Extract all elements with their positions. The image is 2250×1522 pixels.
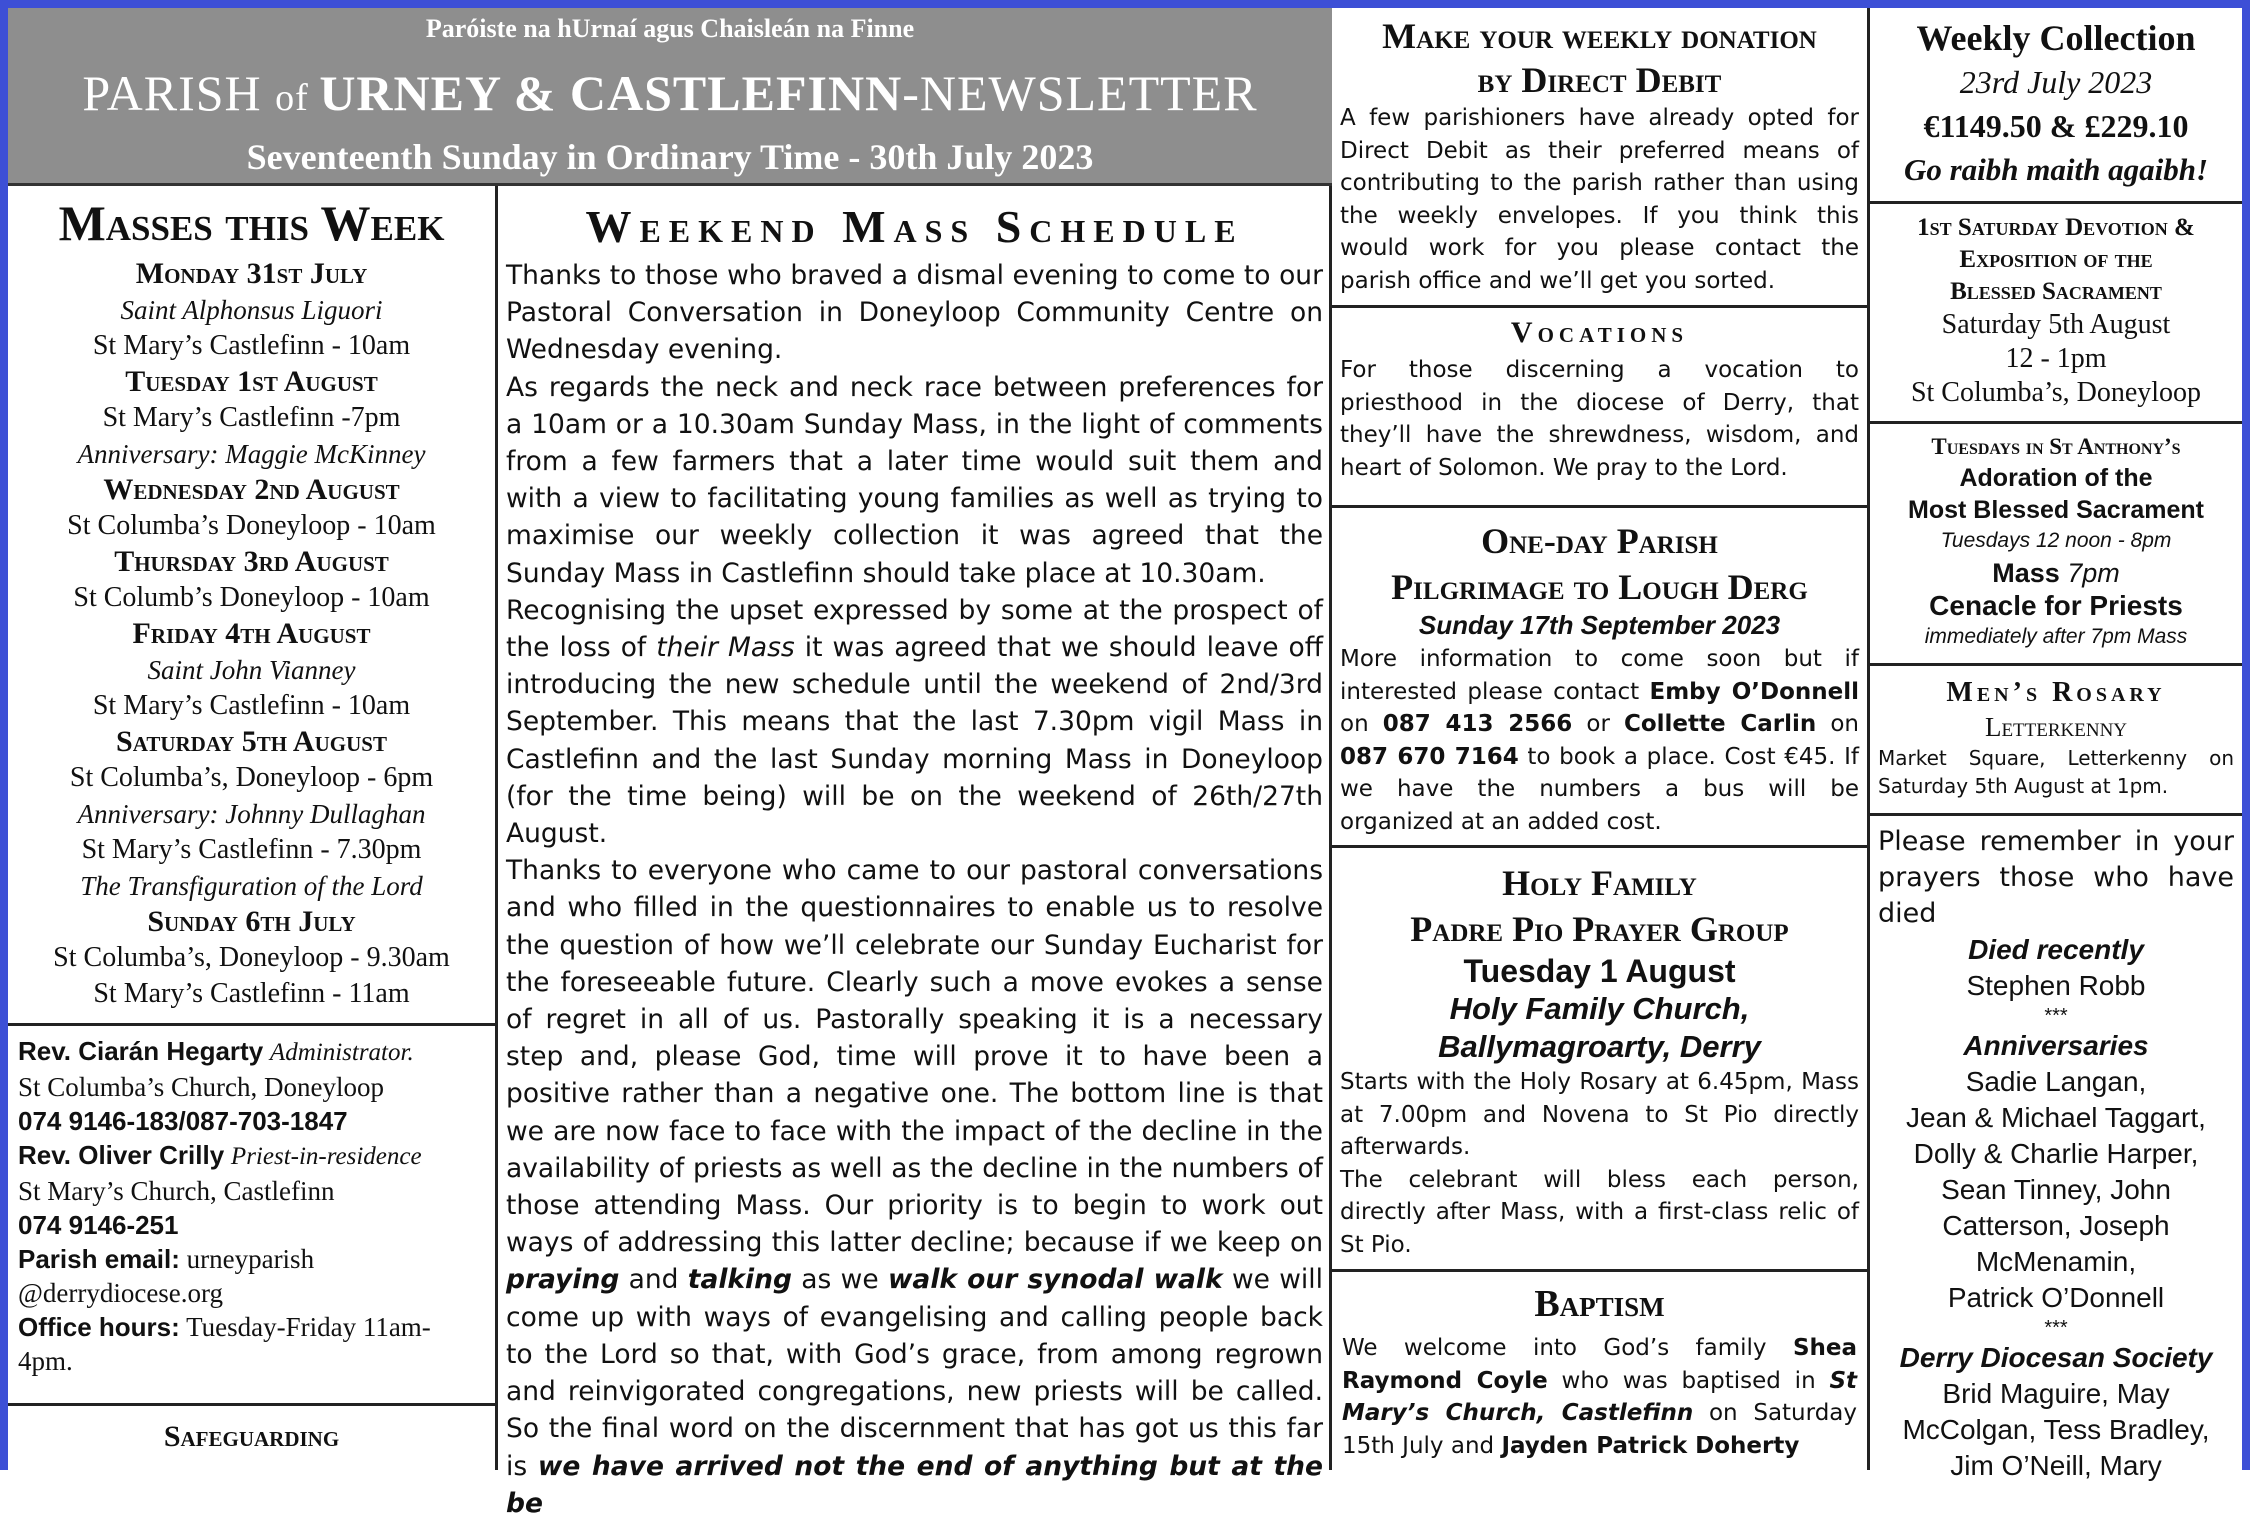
rosary-body: Market Square, Letterkenny on Saturday 5th August at 1pm. xyxy=(1878,746,2234,798)
office-hours: Tuesday-Friday 11am-4pm. xyxy=(18,1312,431,1376)
mens-rosary xyxy=(1870,666,2242,816)
pilgrimage-date: Sunday 17th September 2023 xyxy=(1418,610,1781,640)
mass-note: Anniversary: Maggie McKinney xyxy=(77,439,426,469)
mass-note: Saint Alphonsus Liguori xyxy=(120,295,383,325)
title-part: URNEY xyxy=(319,65,514,121)
text-run: who was baptised in xyxy=(1547,1367,1830,1394)
mass-day: Monday 31st July xyxy=(135,257,368,290)
mass-note: The Transfiguration of the Lord xyxy=(80,871,423,901)
clergy-contacts xyxy=(8,1026,498,1406)
collection-title: Weekly Collection xyxy=(1916,18,2196,58)
newsletter-subtitle: Seventeenth Sunday in Ordinary Time - 30th July 2023 xyxy=(246,137,1094,177)
contact-phone: 087 670 7164 xyxy=(1340,743,1519,770)
weekend-paragraph: As regards the neck and neck race between preferences for a 10am or a 10.30am Sunday Mass, in the light of comments from a few farmers that a later time would suit them and with a view to facilitating young families as well as trying to maximise our weekly collection it was agreed that the Sunday Mass in Castlefinn should take place at 10.30am. xyxy=(506,371,1323,589)
title-part: PARISH xyxy=(82,65,276,121)
mass-note: Saint John Vianney xyxy=(147,655,356,685)
text-run: their Mass xyxy=(656,632,795,664)
contact-phone: 087 413 2566 xyxy=(1382,711,1573,737)
text-run: Thanks to everyone who came to our pastoral conversations and who filled in the questionnaires to enable us to resolve the question of how we’ll celebrate our Sunday Eucharist for the foreseeable future. Clearly such a move evokes a sense of regret in all of us. Pastorally speaking it is a necessary step and, please God, time will prove it to have been a positive rather than a negative one. The bottom line is that we are now face to face with the impact of the decline in the availability of priests as well as the decline in the numbers of those attending Mass. Our priority is to begin to work out ways of addressing this latter decline; because if we keep on xyxy=(506,855,1323,1259)
padre-place: Holy Family Church, xyxy=(1449,991,1750,1026)
mass-time: St Mary’s Castlefinn - 10am xyxy=(92,330,411,361)
prayers-name: Sadie Langan, xyxy=(1965,1066,2147,1097)
vocations-body: For those discerning a vocation to priesthood in the diocese of Derry, that they’ll have the shrewdness, wisdom, and heart of Solomon. We pray to the Lord. xyxy=(1340,357,1859,481)
padre-body: The celebrant will bless each person, directly after Mass, with a first-class relic of St Pio. xyxy=(1340,1166,1859,1258)
clergy-name: Rev. Oliver Crilly xyxy=(18,1140,225,1170)
mass-time: St Mary’s Castlefinn - 11am xyxy=(93,978,410,1009)
clergy-role: Priest-in-residence xyxy=(230,1143,422,1170)
prayers-name: Patrick O’Donnell xyxy=(1947,1282,2165,1313)
text-run: We welcome into God’s family xyxy=(1342,1335,1793,1361)
prayers-name: Stephen Robb xyxy=(1966,970,2146,1001)
text-run: as we xyxy=(791,1264,888,1296)
weekend-title: Weekend Mass Schedule xyxy=(585,201,1244,252)
vocations-section xyxy=(1332,308,1870,508)
separator-stars: *** xyxy=(2044,1317,2068,1339)
separator-stars: *** xyxy=(2044,1005,2068,1027)
mass-time: St Columb’s Doneyloop - 10am xyxy=(73,582,430,613)
prayers-for-dead xyxy=(1870,816,2242,1481)
prayers-name: Jean & Michael Taggart, xyxy=(1906,1102,2206,1133)
mass-day: Sunday 6th July xyxy=(147,905,356,938)
cenacle-title: Cenacle for Priests xyxy=(1929,590,2183,621)
masses-this-week xyxy=(8,186,498,1026)
mass-time: St Mary’s Castlefinn -7pm xyxy=(102,402,401,433)
mass-time: St Columba’s, Doneyloop - 6pm xyxy=(69,762,434,793)
mass-time: St Mary’s Castlefinn - 10am xyxy=(92,690,411,721)
clergy-church: St Mary’s Church, Castlefinn xyxy=(18,1176,335,1206)
mass-day: Tuesday 1st August xyxy=(125,365,378,398)
clergy-role: Administrator. xyxy=(269,1039,414,1066)
collection-date: 23rd July 2023 xyxy=(1959,64,2153,100)
mass-list xyxy=(8,256,495,1012)
rosary-place: Letterkenny xyxy=(1984,712,2128,742)
donation-title: by Direct Debit xyxy=(1477,60,1722,100)
weekend-paragraph xyxy=(506,592,1323,852)
masses-title: Masses this Week xyxy=(58,195,445,251)
church-name: St Mary’s Church, Castlefinn xyxy=(1342,1367,1857,1426)
prayers-intro: Please remember in your prayers those who have died xyxy=(1878,826,2234,929)
text-run: talking xyxy=(687,1264,792,1296)
pilgrimage-section xyxy=(1332,508,1870,848)
weekly-collection xyxy=(1870,8,2242,204)
devotion-title: Blessed Sacrament xyxy=(1950,278,2162,305)
baptism-title: Baptism xyxy=(1534,1283,1665,1325)
text-run: and xyxy=(619,1264,688,1296)
adoration-title: Adoration of the xyxy=(1959,464,2153,492)
padre-body: Starts with the Holy Rosary at 6.45pm, Mass at 7.00pm and Novena to St Pio directly afterwards. xyxy=(1340,1069,1859,1160)
text-run: we will come up with ways of evangelising and calling people back to the Lord so that, with God’s grace, from among regrown and reinvigorated congregations, new priests will be called. So the final word on the discernment that has got us this far is xyxy=(506,1264,1324,1482)
prayers-heading: Anniversaries xyxy=(1963,1030,2149,1061)
prayers-name: Sean Tinney, John Catterson, Joseph McMenamin, xyxy=(1941,1174,2171,1277)
clergy-name: Rev. Ciarán Hegarty xyxy=(18,1036,264,1066)
contact-name: Collette Carlin xyxy=(1623,711,1817,737)
mass-day: Friday 4th August xyxy=(132,617,371,650)
text-run: Mass xyxy=(1992,558,2060,588)
mass-day: Wednesday 2nd August xyxy=(103,473,400,506)
text-run: it was agreed that we should leave off introducing the new schedule until the weekend of 2nd/3rd September. This means that the last 7.30pm vigil Mass in Castlefinn and the last Sunday morning Mass in Doneyloop (for the time being) will be on the weekend of 26th/27th August. xyxy=(506,632,1323,850)
text-run: we have arrived not the end of anything but at the be xyxy=(506,1450,1323,1519)
mass-time: St Columba’s, Doneyloop - 9.30am xyxy=(53,942,450,973)
clergy-phone: 074 9146-183/087-703-1847 xyxy=(18,1106,348,1136)
vocations-title: Vocations xyxy=(1510,316,1689,349)
text-run: walk our synodal walk xyxy=(887,1264,1223,1296)
weekend-mass-schedule xyxy=(498,186,1332,1519)
newsletter-title xyxy=(8,64,1332,122)
prayers-name: Dolly & Charlie Harper, xyxy=(1913,1138,2199,1169)
safeguarding-title: Safeguarding xyxy=(163,1420,340,1453)
adoration-header: Tuesdays in St Anthony’s xyxy=(1931,434,2181,459)
adoration-mass xyxy=(1870,556,2242,590)
parish-email[interactable]: urneyparish @derrydiocese.org xyxy=(18,1244,315,1308)
prayers-name: Brid Maguire, May McColgan, Tess Bradley, Jim O’Neill, Mary xyxy=(1902,1378,2210,1481)
adoration-title: Most Blessed Sacrament xyxy=(1908,496,2204,524)
text-run: on xyxy=(1340,711,1383,737)
adoration-section xyxy=(1870,424,2242,666)
text-run: Recognising the upset expressed by some at the prospect of the loss of xyxy=(506,594,1323,664)
donation-title: Make your weekly donation xyxy=(1382,16,1817,56)
first-saturday-devotion xyxy=(1870,204,2242,424)
clergy-phone: 074 9146-251 xyxy=(18,1210,179,1240)
mass-time: St Columba’s Doneyloop - 10am xyxy=(67,510,436,541)
baptised-name: Shea Raymond Coyle xyxy=(1342,1335,1857,1394)
collection-thanks: Go raibh maith agaibh! xyxy=(1903,152,2209,187)
title-part: -NEWSLETTER xyxy=(902,65,1258,121)
clergy-church: St Columba’s Church, Doneyloop xyxy=(18,1072,384,1102)
text-run: 7pm xyxy=(2059,558,2120,588)
text-run: More information to come soon but if interested please contact xyxy=(1340,646,1859,705)
text-run: or xyxy=(1572,711,1624,737)
newsletter-header xyxy=(8,8,1332,186)
title-part: CASTLEFINN xyxy=(569,65,903,121)
devotion-line: 12 - 1pm xyxy=(2005,343,2107,374)
mass-note: Anniversary: Johnny Dullaghan xyxy=(77,799,426,829)
devotion-title: 1st Saturday Devotion & xyxy=(1917,214,2195,241)
baptism-body xyxy=(1342,1332,1857,1462)
collection-amount: €1149.50 & £229.10 xyxy=(1923,108,2189,144)
title-part: & xyxy=(513,65,570,121)
cenacle-time: immediately after 7pm Mass xyxy=(1924,625,2188,648)
prayers-heading: Died recently xyxy=(1968,934,2144,965)
baptised-name: Jayden Patrick Doherty xyxy=(1501,1432,1800,1459)
pilgrimage-body xyxy=(1340,643,1859,838)
baptism-section xyxy=(1332,1272,1870,1470)
direct-debit-section xyxy=(1332,8,1870,308)
text-run: on Saturday 15th July and xyxy=(1342,1400,1857,1459)
padre-title: Padre Pio Prayer Group xyxy=(1410,909,1789,949)
devotion-line: Saturday 5th August xyxy=(1941,309,2171,340)
mass-time: St Mary’s Castlefinn - 7.30pm xyxy=(81,834,422,865)
padre-place: Ballymagroarty, Derry xyxy=(1438,1029,1761,1064)
mass-day: Saturday 5th August xyxy=(116,725,387,758)
hours-label: Office hours: xyxy=(18,1312,180,1342)
padre-title: Holy Family xyxy=(1502,863,1697,903)
pilgrimage-title: Pilgrimage to Lough Derg xyxy=(1391,567,1808,607)
weekend-paragraph xyxy=(506,852,1323,1522)
donation-body: A few parishioners have already opted for Direct Debit as their preferred means of contributing to the parish rather than using the weekly envelopes. If you think this would work for you please contact the parish office and we’ll get you sorted. xyxy=(1340,105,1859,294)
devotion-line: St Columba’s, Doneyloop xyxy=(1910,377,2202,408)
irish-title: Paróiste na hUrnaí agus Chaisleán na Finne xyxy=(425,14,915,43)
padre-date: Tuesday 1 August xyxy=(1463,953,1736,989)
contact-name: Emby O’Donnell xyxy=(1649,678,1859,705)
rosary-title: Men’s Rosary xyxy=(1946,677,2166,708)
text-run: on xyxy=(1816,711,1860,737)
mass-day: Thursday 3rd August xyxy=(114,545,389,578)
safeguarding-section xyxy=(8,1406,498,1470)
title-part: of xyxy=(275,77,320,119)
devotion-title: Exposition of the xyxy=(1959,246,2153,273)
prayers-heading: Derry Diocesan Society xyxy=(1899,1342,2213,1373)
padre-pio-section xyxy=(1332,848,1870,1272)
text-run: praying xyxy=(506,1264,620,1296)
email-label: Parish email: xyxy=(18,1244,180,1274)
pilgrimage-title: One-day Parish xyxy=(1481,521,1718,561)
adoration-hours: Tuesdays 12 noon - 8pm xyxy=(1940,529,2172,552)
text-run: to book a place. Cost €45. If we have the numbers a bus will be organized at an added cost. xyxy=(1340,743,1859,835)
weekend-paragraph: Thanks to those who braved a dismal evening to come to our Pastoral Conversation in Doneyloop Community Centre on Wednesday evening. xyxy=(506,260,1323,366)
